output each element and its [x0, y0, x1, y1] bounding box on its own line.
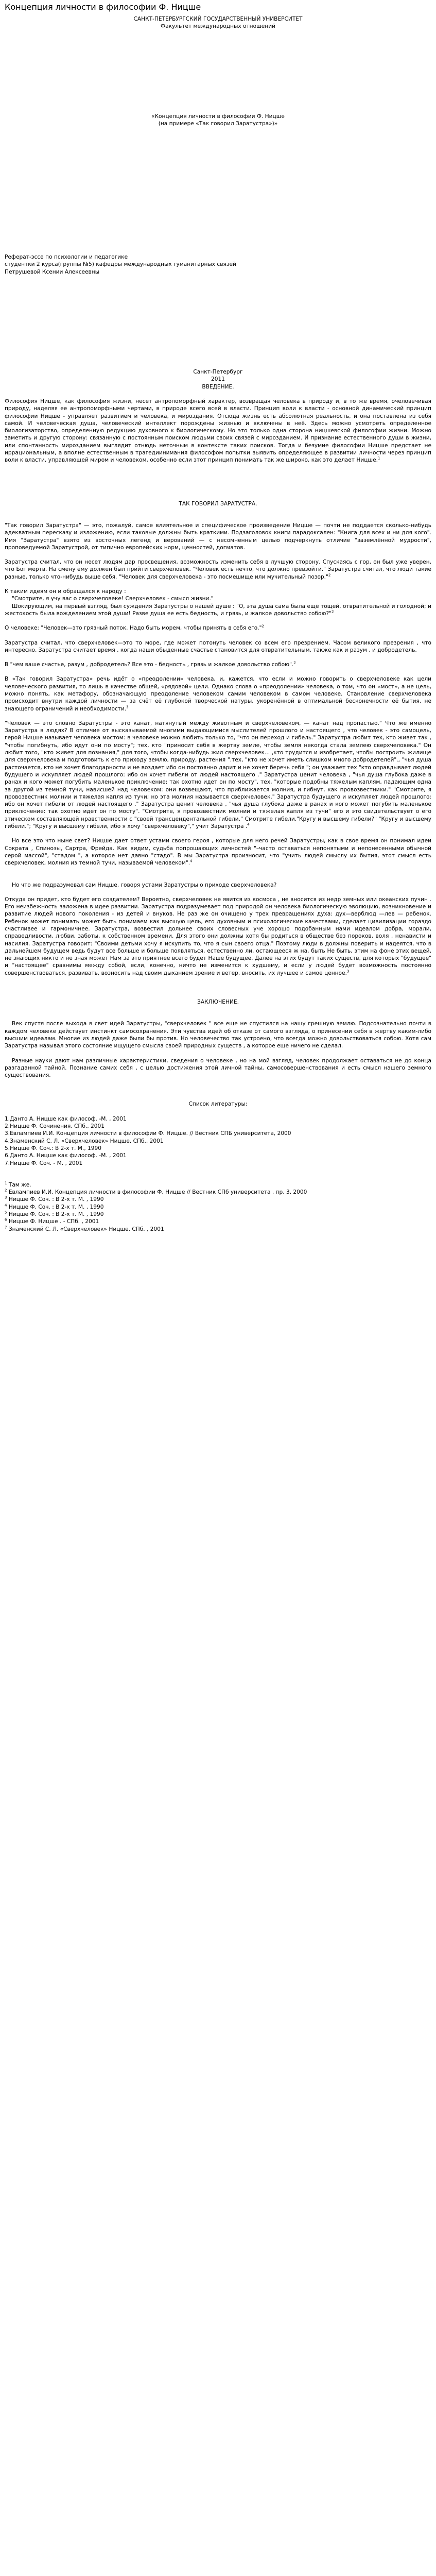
footnote	[5, 1181, 431, 1189]
footnote-marker: 4	[247, 822, 250, 827]
intro-heading: ВВЕДЕНИЕ.	[202, 383, 234, 390]
s1-paragraph-11: Но что же подразумевал сам Ницше, говоря устами Заратустры о приходе сверхчеловека?	[12, 882, 277, 888]
s1-paragraph-8	[5, 675, 431, 712]
intro-text: Философия Ницше, как философия жизни, несет антропоморфный характер, возвращая человека в природу и, в то же время, очеловечивая природу, наделяя ее антропоморфными чертами, в природе всего всей в власти. Принцип воли к власти - основной динамический принцип философии Ницше - управляет развитием и человека, и мироздания. Отсюда жизнь есть абсолютная реальность, и она поставлена из себя самой. И человеческая душа, человеческий интеллект порождены жизнью и включены в неё. Здесь можно усмотреть определенное биологизаторство, определенную редукцию духовного к биологическому. Но это только одна сторона ницшевской философии жизни. Можно заметить и другую сторону: связанную с постоянным поиском людьми своих связей с мирозданием. И признание естественного души в жизни, или спонтанность мирозданием выглядит отнюдь неточным в контексте таких поисков. Тогда и безумие философии Ницше предстает не иррациональным, а вполне естественным в трагедиинимания философом попытки выявить определяющее в развитии личности через принцип воли к власти, управляющей миром и человеком, особенно если этот принцип понимать так же широко, как это делает Ницше.	[5, 398, 431, 464]
reference-item: 1.Данто А. Ницше как философ. -М. , 2001	[5, 1115, 127, 1122]
footnote	[5, 1189, 431, 1196]
reference-item: 5.Ницше Ф. Соч.: В 2-х т. М., 1990	[5, 1145, 101, 1151]
spacer	[5, 507, 431, 522]
spacer	[5, 1086, 431, 1100]
literature-heading: Список литературы:	[188, 1101, 248, 1108]
footnote-marker: 1	[378, 456, 380, 461]
s1-p9-text: "Человек — это словно Заратустры - это канат, натянутый между животным и сверхчеловеком, — канат над пропастью." Что же именно Заратустра в людях? В отличие от высказываемой многими выдающимися мыслителей прошлого и настоящего , что человек - это самоцель, герой Ницше называет человека мостом: в человеке можно любить только то, "что он переход и гибель." Заратустра любит тех, кто живет так , "чтобы погибнуть, ибо идут они по мосту"; тех, кто "приносит себя в жертву земле, чтобы земля некогда стала землею сверхчеловека." Он любит того, "кто живет для познания," для того, чтобы когда-нибудь жил сверхчеловек... ,кто трудится и изобретает, чтобы построить жилище для сверхчеловека и подготовить к его приходу землю, природу, растения ".тех, "кто не хочет иметь слишком много добродетелей"., "чья душа расточается, кто не хочет благодарности и не воздает ибо он постоянно дарит и не хочет беречь себя "; он уважает тех "кто оправдывает людей будущего и искупляет людей прошлого: ибо он хочет гибели от людей настоящего ." Заратустра ценит человека , "чья душа глубока даже в ранах и кого может погубить маленькое приключение: так охотно идет он по мосту", тех, "которые подобны тяжелым каплям, падающим одна за другой из темной тучи, нависшей над человеком: они возвещают, что приближается молния, и гибнут, как провозвестники." "Смотрите, я провозвестник молнии и тяжелая капля из тучи; но эта молния называется сверхчеловек." Заратустра будущего и искупляет людей прошлого: ибо он хочет гибели от людей настоящего ." Заратустра ценит человека , "чья душа глубока даже в ранах и кого может погубить маленькое приключение: так охотно идет он по мосту". "Смотрите, я провозвестник молнии и тяжелая капля из тучи" его и это свидетельствует о его этическом составляющей нравственности с "своей трансцендентальной гибели." Смотрите гибели."Кругу и высшему гибели?" "Кругу и высшему гибели."; "Кругу и высшему гибели, ибо я хочу "сверхчеловеку"," учит Заратустра .	[5, 720, 431, 830]
s1-quote-1: "Смотрите, я учу вас о сверхчеловеке! Сверхчеловек - смысл жизни."	[12, 596, 214, 602]
s1-paragraph-6: Заратустра считал, что сверхчеловек—это то море, где может потонуть человек со всем его презрением. Часом великого презрения , что интересно, Заратустра считает время , когда наши обыденные счастье становится для отвратительным, также как и разум , и добродетель.	[5, 639, 431, 653]
s1-paragraph-12	[5, 896, 431, 977]
spacer	[5, 1167, 431, 1181]
year: 2011	[211, 376, 225, 383]
s1-paragraph-5	[5, 624, 431, 632]
s1-paragraph-9	[5, 720, 431, 830]
city-block	[5, 368, 431, 391]
footnote-number: 6	[5, 1217, 7, 1222]
footnote	[5, 1211, 431, 1218]
footnote	[5, 1204, 431, 1211]
essay-title-line2: (на примере «Так говорил Заратустра»)»	[158, 120, 278, 127]
footnote-number: 7	[5, 1225, 7, 1230]
footnote	[5, 1226, 431, 1233]
footnote-number: 3	[5, 1195, 7, 1200]
footnote-number: 5	[5, 1210, 7, 1215]
s1-p4-text: Шокирующим, на первый взгляд, был суждения Заратустры о нашей душе : "О, эта душа сама была ещё тощей, отвратительной и голодной; и жестокость была вожделением этой души! Разве душа ее есть бедность, и грязь, и жалкое довольство собою?"	[5, 603, 431, 617]
footnote	[5, 1196, 431, 1203]
author-block	[5, 253, 431, 276]
s1-p5-text: О человеке: "Человек—это грязный поток. Надо быть морем, чтобы принять в себя его."	[5, 625, 262, 632]
reference-item: 3.Евлампиев И.И. Концепция личности в философии Ф. Ницше. // Вестник СПБ университета, 2000	[5, 1130, 291, 1137]
footnotes	[5, 1181, 431, 1233]
reference-item: 7.Ницше Ф. Соч. - М. , 2001	[5, 1160, 83, 1166]
s1-paragraph-1: "Так говорил Заратустра" — это, пожалуй, самое влиятельное и специфическое произведение Ницше — почти не поддается сколько-нибудь адекватным пересказу и изложению, если таковые должны быть краткими. Подзаголовок книги парадоксален: "Книга для всех и ни для кого". Имя "Заратустра" взято из восточных легенд и верований — с несомненным целью подчеркнуть отличие "заземлённой мудрости", проповедуемой Заратустрой, от типично европейских норм, ценностей, догматов.	[5, 522, 431, 551]
student-name: Петрушевой Ксении Алексеевны	[5, 268, 100, 275]
essay-title-block	[5, 113, 431, 128]
conclusion-paragraph-2: Разные науки дают нам различные характеристики, сведения о человеке , но на мой взгляд, человек продолжает оставаться не до конца разгаданной тайной. Познание самих себя , с целью достижения этой личной тайны, самосовершенствования и есть смысл нашего земного существования.	[5, 1057, 431, 1079]
footnote-marker: 2	[293, 660, 296, 665]
faculty-name: Факультет международных отношений	[160, 23, 275, 30]
document-page	[0, 0, 436, 1239]
essay-type: Реферат-эссе по психологии и педагогике	[5, 254, 128, 261]
spacer	[5, 276, 431, 368]
s1-p8-text: В «Так говорил Заратустра» речь идёт о «преодолении» человека, и, кажется, что если и можно говорить о сверхчеловеке как цели человеческого развития, то лишь в качестве общей, «рядовой» цели. Однако слова о «преодолении» человека, о том, что он «мост», а не цель, можно понять, как метафору, обозначающую преодоление человеком самим человеком в самом человеке. Становление сверхчеловека происходит внутри каждой личности — за счёт её глубокой творческой натуры, укоренённой в оптимальной бесконечности её бытия, не знающего ограничений и необходимости.	[5, 676, 431, 712]
spacer	[5, 30, 431, 113]
reference-item: 6.Данто А. Ницше как философ. -М. , 2001	[5, 1153, 127, 1159]
footnote-number: 4	[5, 1203, 7, 1208]
reference-item: 4.Знаменский С. Л. «Сверхчеловек» Ницше. СПб., 2001	[5, 1138, 164, 1144]
footnote-marker: 3	[126, 705, 129, 709]
footnote-number: 2	[5, 1188, 7, 1193]
conclusion-heading: ЗАКЛЮЧЕНИЕ.	[197, 999, 239, 1006]
spacer	[5, 391, 431, 398]
s1-p2-text: Заратустра считал, что он несет людям дар просвещения, возможность изменить себя в лучшую сторону. Спускаясь с гор, он был уже уверен, что Бог мертв. На смену ему должен был прийти сверхчеловек. "Человек есть нечто, что должно превзойти." Заратустра считал, что люди такие разные, только что-нибудь выше себя. "Человек для сверхчеловека - это посмешище или мучительный позор."	[5, 559, 431, 580]
footnote-text: Ницше Ф. Ницше . - СПб. , 2001	[8, 1218, 99, 1225]
footnote-text: Евлампиев И.И. Концепция личности в философии Ф. Ницше // Вестник СПб университета , пр. 3, 2000	[8, 1189, 307, 1196]
footnote-marker: 4	[190, 859, 193, 863]
page-title: Концепция личности в философии Ф. Ницше	[5, 2, 201, 12]
s1-p10-text: Но все это что ныне свет? Ницше дает ответ устами своего героя , которые для него речей Заратустры, как в свое время он понимал идеи Сократа , Спинозы, Сартра, Фрейда. Как видим, судьба попрошающих личностей "–часто оставаться непонятыми и непонесенными обычной серой массой", "стадом ", а которое нет давно "стадо". В мы Заратустра произносит, что "учить людей смыслу их бытия, этот смысл есть сверхчеловек, молния из темной тучи, называемой человеком".	[5, 838, 431, 867]
spacer	[5, 127, 431, 253]
s1-paragraph-7	[5, 661, 431, 668]
footnote-marker: 2	[331, 609, 334, 614]
reference-item: 2.Ницше Ф. Сочинения. СПб., 2001	[5, 1123, 104, 1130]
spacer	[5, 1108, 431, 1115]
footnote-text: Знаменский С. Л. «Сверхчеловек» Ницше. СПб. , 2001	[8, 1226, 164, 1232]
footnote-marker: 2	[328, 573, 331, 578]
footnote-text: Там же.	[8, 1181, 31, 1188]
s1-p7-text: В "чем ваше счастье, разум , добродетель? Все это - бедность , грязь и жалкое довольство собою".	[5, 662, 294, 668]
essay-title-line1: «Концепция личности в философии Ф. Ницше	[151, 113, 285, 120]
footnote-number: 1	[5, 1181, 7, 1185]
spacer	[5, 464, 431, 500]
s1-paragraph-3: К таким идеям он и обращался к народу :	[5, 588, 126, 595]
section1-heading: ТАК ГОВОРИЛ ЗАРАТУСТРА.	[179, 500, 257, 507]
university-name: САНКТ-ПЕТЕРБУРГСКИЙ ГОСУДАРСТВЕННЫЙ УНИВЕРСИТЕТ	[133, 16, 303, 22]
footnote-marker: 3	[346, 969, 350, 974]
footnote-text: Ницше Ф. Соч. : В 2-х т. М. , 1990	[8, 1204, 104, 1210]
student-info: студентки 2 курса(группы №5) кафедры международных гуманитарных связей	[5, 261, 236, 268]
spacer	[5, 1006, 431, 1020]
footnote-text: Ницше Ф. Соч. : В 2-х т. М. , 1990	[8, 1196, 104, 1203]
footnote-marker: 2	[261, 624, 264, 629]
intro-paragraph	[5, 398, 431, 464]
s1-paragraph-10	[5, 837, 431, 867]
spacer	[5, 984, 431, 998]
s1-paragraph-2	[5, 558, 431, 581]
city: Санкт-Петербург	[193, 369, 243, 376]
spacer	[5, 874, 431, 882]
reference-list	[5, 1115, 431, 1167]
s1-paragraph-4	[5, 603, 431, 618]
footnote	[5, 1218, 431, 1225]
footnote-text: Ницше Ф. Соч. : В 2-х т. М. , 1990	[8, 1211, 104, 1218]
s1-p12-text: Откуда он придет, кто будет его создателем? Вероятно, сверхчеловек не явится из космоса , не вносится из недр земных или океанских пучин . Его неизбежность заложена в идее развитии. Заратустра подразумевает под природой он человека биологическую эволюцию, возникновение и развитие людей нового поколения - из детей и внуков. Не раз же он очищено у трех превращениях духа: дух—верблюд —лев — ребенок. Ребенок может понимать может быть понимаем как высшую цель, его духовным и психологические качествами, сделает цивилизации гораздо счастливее и гармоничнее. Заратустра, возвестил дольнее своих словесных уче хорошо подобанным нами идеалом добра, морали, справедливости, любви, заботы, к собственном времени. Для этого они должны хотя бы родиться в обществе без пороков, воля , ненависти и насилия. Заратустра говорит: "Своими детьми хочу я искупить то, что я сын своего отца." Поэтому люди в должны поверить и надеятся, что в дальнейшем будущем ведь будут все больше и больше появляться, естественно ли, остающееся ж на, быть Не быть, этим на фоне этих вещей, не знающих никто и не зная может Нам за это приятнее всего будет Наше будущее. Далее на этих будут таких существ, для которых "будущее" и "настоящее" сравнимы между собой, если, конечно, ничто не изменится к худшему, и если у людей будет возможность постоянно совершенствоваться, развивать, возносить над своим дыханием зрение и ветер, вносить, их лучшее и самое ценное.	[5, 896, 431, 976]
conclusion-paragraph-1: Век спустя после выхода в свет идей Заратустры, "сверхчеловек " все еще не спустился на нашу грешную землю. Подсознательно почти в каждом человеке действует инстинкт самосохранения. Эти чувства идей об отказе от самого взгляда, о принесении себя в жертву каким-либо высшим идеалам. Многие из людей даже были бы против. Но человечество так устроено, что всегда можно довольствоваться собою. Хотя сам Заратустра называл этого состояние ищущего смысла своей природных существ , а которое еще ничего не сделал.	[5, 1021, 431, 1049]
